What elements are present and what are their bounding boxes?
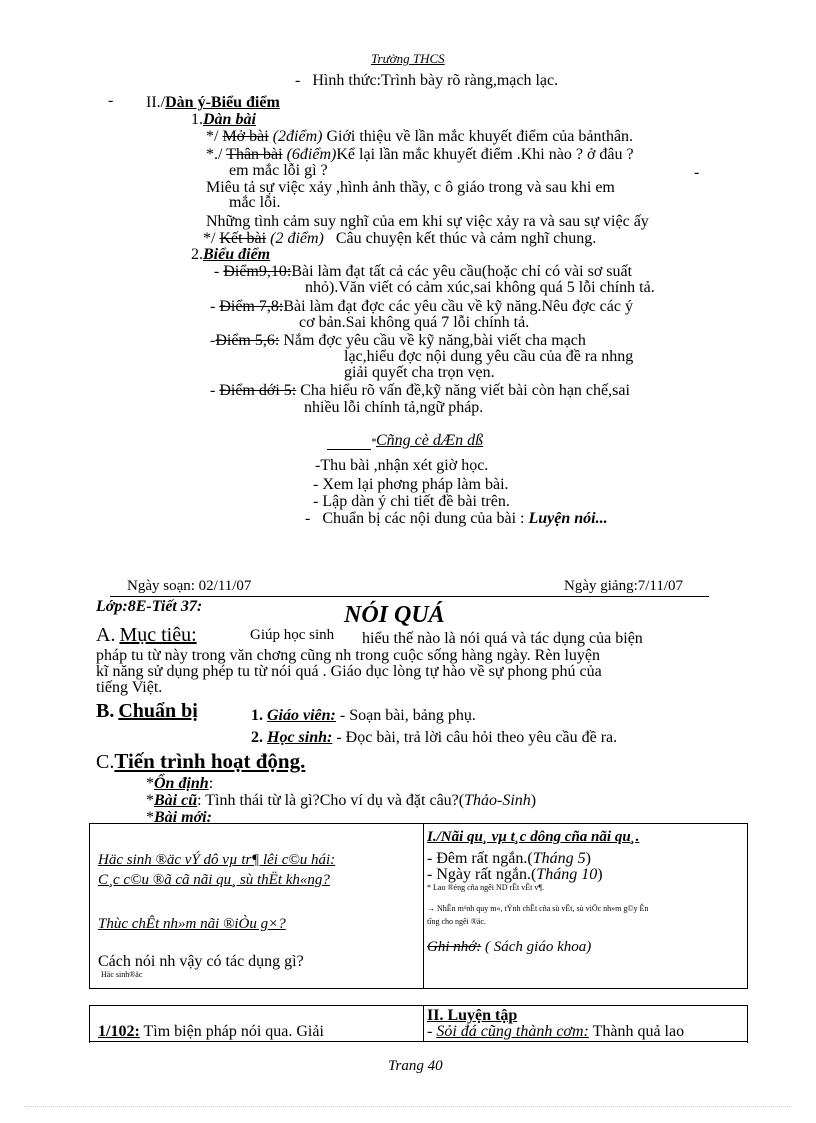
t1-heading: I./Nãi qu¸ vµ t¸c dông cña nãi qu¸. [427,829,640,845]
bieu-diem-title: Biểu điểm [203,246,271,263]
section-a-letter: A. [96,624,116,646]
t1-small-note3: tîng cho ngêi ®äc. [427,917,486,926]
ghi-nho-label: Ghi nhớ: [427,939,482,955]
mieu-ta-line2: mắc lỗi. [229,194,281,211]
page-number: Trang 40 [388,1058,443,1074]
diem-910-text: Bài làm đạt tất cả các yêu cầu(hoặc chỉ có vài sơ suất [291,263,633,280]
diem-56-text: Nắm đợc yêu cầu về kỹ năng,bài viết cha mạch [283,332,586,349]
t1-small-note2: → NhÊn m¹nh quy m«, tÝnh chÊt cña sù vËt, sù viÖc nh»m g©y Ên [427,904,649,913]
section2-prefix: II./ [146,94,166,111]
diem-duoi5-text: Cha hiểu rõ vấn đề,kỹ năng viết bài còn hạn chế,sai [300,382,630,399]
dash: - [295,72,301,89]
than-bai-label: Thân bài [226,146,283,163]
t1-q3: Cách nói nh vậy có tác dụng gì? [98,953,304,970]
bai-cu-names: Thảo-Sinh [464,792,531,809]
section-b-title: Chuẩn bị [118,700,198,722]
diem-910-line2: nhỏ).Văn viết có cảm xúc,sai không quá 5 lỗi chính tả. [305,279,655,296]
section-b-letter: B. [96,700,115,722]
mo-bai-label: Mở bài [222,128,269,145]
than-bai-points: (6điểm) [286,146,337,163]
b1-text: - Soạn bài, bảng phụ. [339,707,476,724]
dan-bai-num: 1. [191,111,203,128]
on-dinh-line: *Ổn định: [146,775,214,792]
diem-56-line3: giải quyết cha trọn vẹn. [344,364,495,381]
cung-co-item-text: Chuẩn bị các nội dung của bài : [322,510,525,527]
cung-co-rule [327,449,371,450]
diem-duoi5-line2: nhiều lỗi chính tả,ngữ pháp. [304,399,484,416]
t1-q2: Thùc chÊt nh»m nãi ®iÒu g×? [98,916,286,932]
t2-left-label: 1/102: [98,1023,140,1040]
on-dinh-label: Ổn định [154,775,209,792]
b1-num: 1. [251,707,263,724]
page-bottom-divider [24,1106,792,1107]
cung-co-item-1 [315,457,488,475]
than-bai-line2: em mắc lỗi gì ? [229,162,328,179]
than-bai-text: Kể lại lần mắc khuyết điểm .Khi nào ? ở đâu ? [336,146,634,163]
diem-78-label: Điểm 7,8: [219,298,284,315]
section-c-letter: C. [96,751,115,773]
t1-ex2-text: - Ngày rất ngắn.( [427,866,537,883]
cung-co-item-text: Thu bài ,nhận xét giờ học. [320,457,489,474]
ket-bai-points: (2 điểm) [270,230,324,247]
t1-ex2: - Ngày rất ngắn.(Tháng 10) [427,866,603,883]
cam-xuc-line: Những tình cảm suy nghĩ của em khi sự việc xảy ra và sau sự việc ấy [206,213,649,230]
ket-bai-text: Câu chuyện kết thúc và cảm nghĩ chung. [335,230,597,247]
t1-q1-line2: C¸c c©u ®ã cã nãi qu¸ sù thËt kh«ng? [98,872,330,888]
date-rule [110,596,709,597]
table2-divider [423,1005,424,1042]
section-c-title: Tiến trình hoạt động. [114,749,306,773]
b1-label: Giáo viên: [267,707,336,724]
b2-line [251,729,617,747]
a-line3: kĩ năng sử dụng phép tu từ nói quá . Giáo dục lòng tự hào về sự phong phú của [96,663,602,680]
t2-left [98,1023,324,1041]
ngay-soan: Ngày soạn: 02/11/07 [127,578,252,594]
t2-heading: II. Luyện tập [427,1007,518,1024]
section2-title: Dàn ý-Biểu điểm [165,94,280,111]
table1-divider [423,823,424,988]
cung-co-title: *Cñng cè dÆn dß [371,432,484,449]
cung-co-title-text: Cñng cè dÆn dß [376,432,484,449]
dash: - [313,476,319,493]
dash: - [315,457,321,474]
dash: - [210,332,216,349]
a-line4: tiếng Việt. [96,679,163,696]
mo-bai-text: Giới thiệu về lần mắc khuyết điểm của bảnthân. [326,128,634,145]
dash: - [336,729,342,746]
form-line-text: Hình thức:Trình bày rõ ràng,mạch lạc. [312,72,559,89]
school-header: Trường THCS [371,51,445,66]
section-b-heading [96,700,198,723]
bieu-diem-num: 2. [191,246,203,263]
dash: - [305,510,311,527]
b2-label: Học sinh: [267,729,333,746]
a-line2: pháp tu từ này trong văn chơng cũng nh trong cuộc sống hàng ngày. Rèn luyện [96,647,600,664]
dash: - [313,493,319,510]
diem-duoi5-label: Điểm dới 5: [219,382,297,399]
next-lesson: Luyện nói... [528,510,608,527]
dash: - [214,263,220,280]
t1-ex1: - Đêm rất ngắn.(Tháng 5) [427,850,591,867]
diem-56-line2: lạc,hiểu đợc nội dung yêu cầu của đề ra nhng [344,348,634,365]
cung-co-item-3 [313,493,510,511]
diem-56-label: Điểm 5,6: [215,332,280,349]
lop-tiet: Lớp:8E-Tiết 37: [96,598,203,615]
dan-bai-heading [191,111,256,129]
t1-ex1-month: Tháng 5 [532,850,586,867]
than-bai-dash: - [694,164,700,181]
dan-bai-title: Dàn bài [203,111,256,128]
a-line1b: hiểu thế nào là nói quá và tác dụng của biện [362,630,643,647]
mo-bai-points: (2điểm) [272,128,323,145]
than-bai-prefix: *./ [206,146,223,163]
form-line [295,72,558,90]
section-a-heading [96,624,197,647]
b2-num: 2. [251,729,263,746]
t2-right: - Sỏi đá cũng thành cơm: Thành quả lao [427,1023,685,1040]
ghi-nho-text: ( Sách giáo khoa) [485,939,592,955]
t1-ex1-text: - Đêm rất ngắn.( [427,850,533,867]
diem-78-text: Bài làm đạt đợc các yêu cầu về kỹ năng.Nêu đợc các ý [283,298,633,315]
dash: - [210,298,216,315]
ngay-giang: Ngày giảng:7/11/07 [564,578,684,594]
cung-co-item-text: Xem lại phơng pháp làm bài. [322,476,509,493]
section-c-heading [96,749,305,774]
bai-cu-line: *Bài cũ: Tình thái từ là gì?Cho ví dụ và đặt câu?(Thảo-Sinh) [146,792,537,809]
section-a-title: Mục tiêu: [119,624,197,646]
section2-heading [146,94,280,112]
diem-78-line2: cơ bản.Sai không quá 7 lỗi chính tả. [299,314,530,331]
t1-small-note1: * Lao ®éng cña ngêi ND rÊt vÊt v¶. [427,883,545,892]
t2-right-label: Sỏi đá cũng thành cơm: [436,1023,589,1040]
t2-right-text: Thành quả lao [592,1023,685,1040]
bai-moi-label: Bài mới: [154,809,212,826]
cung-co-item-text: Lập dàn ý chi tiết đề bài trên. [322,493,510,510]
ket-bai-label: Kết bài [219,230,267,247]
t1-ghi-nho [427,939,591,956]
bai-moi-line: *Bài mới: [146,809,212,826]
lesson-title: NÓI QUÁ [344,602,445,628]
dash: - [210,382,216,399]
t1-note: Häc sinh®äc [101,970,143,979]
ket-bai-prefix: */ [203,230,216,247]
diem-duoi5-line1 [210,382,630,400]
t1-q1-line1: Häc sinh ®äc vÝ dô vµ tr¶ lêi c©u hái: [98,852,336,868]
cung-co-item-4 [305,510,608,528]
t2-left-text: Tìm biện pháp nói qua. Giải [143,1023,324,1040]
mo-bai-line [206,128,633,146]
bai-cu-label: Bài cũ [154,792,198,809]
mieu-ta-line1: Miêu tả sự việc xảy ,hình ảnh thầy, c ô giáo trong và sau khi em [206,179,615,196]
bieu-diem-heading [191,246,270,264]
mo-bai-prefix: */ [206,128,219,145]
t1-ex2-month: Tháng 10 [536,866,598,883]
cung-co-item-2 [313,476,509,494]
section2-bullet: - [108,92,114,109]
a-line1a: Giúp học sinh [250,627,335,643]
table2-bottom-rule [89,1041,747,1042]
b1-line [251,707,476,725]
bai-cu-text: : Tình thái từ là gì?Cho ví dụ và đặt câu?( [197,792,465,809]
diem-910-label: Điểm9,10: [223,263,292,280]
b2-text: Đọc bài, trả lời câu hỏi theo yêu cầu đề ra. [345,729,618,746]
